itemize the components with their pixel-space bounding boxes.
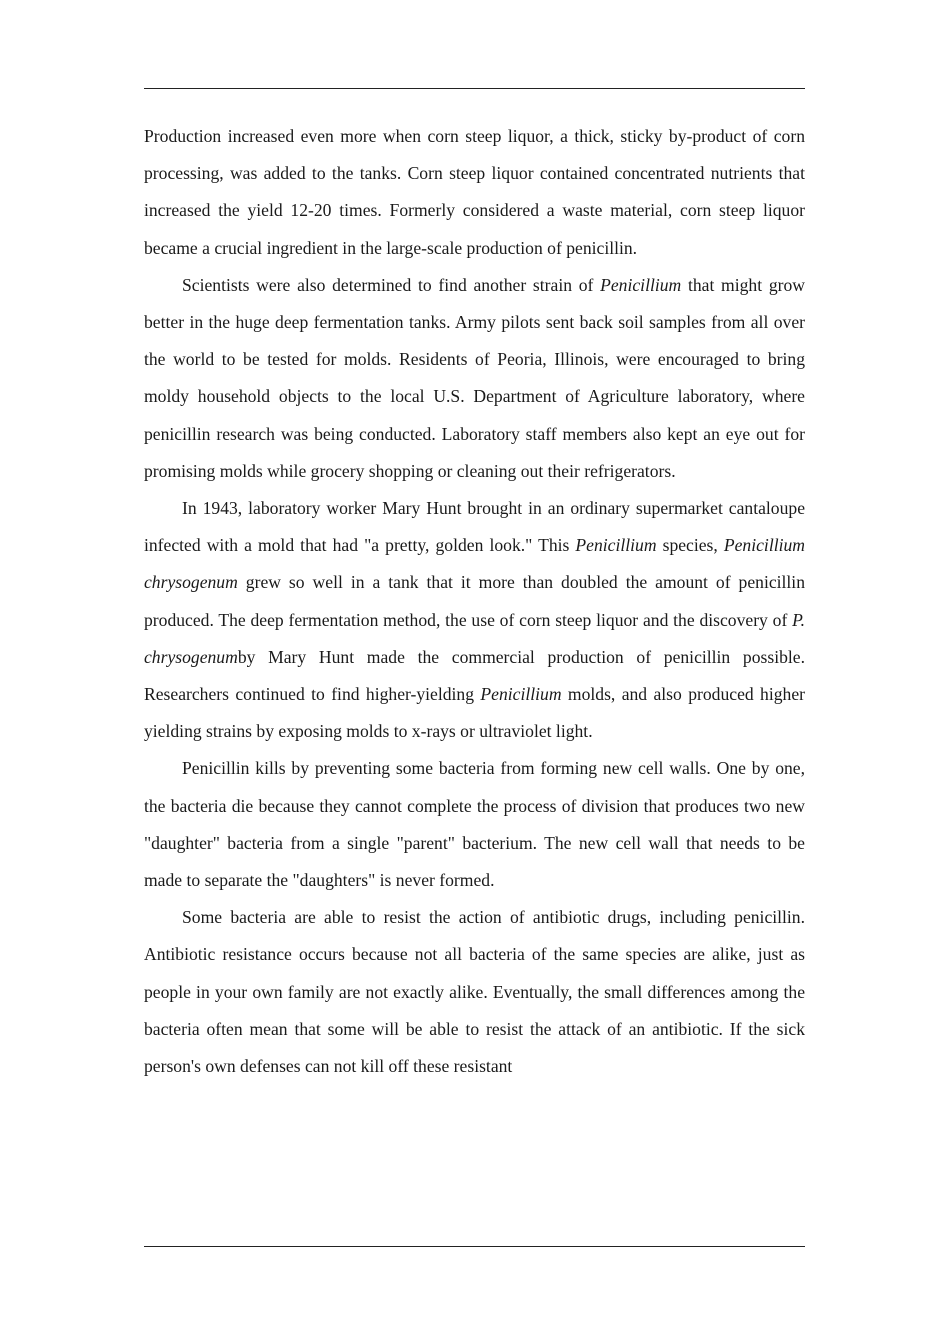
italic-run: P. chrysogenum (144, 609, 805, 667)
italic-run: Penicillium (575, 535, 657, 556)
paragraph (144, 267, 805, 490)
text-run: molds, and also produced higher yielding strains by exposing molds to x-rays or ultraviolet light. (144, 684, 806, 742)
text-run: that might grow better in the huge deep fermentation tanks. Army pilots sent back soil samples from all over the world to be tested for molds. Residents of Peoria, Illinois, were encouraged to bring moldy household objects to the local U.S. Department of Agriculture laboratory, where penicillin research was being conducted. Laboratory staff members also kept an eye out for promising molds while grocery shopping or cleaning out their refrigerators. (144, 274, 805, 481)
paragraph (144, 750, 805, 899)
paragraph (144, 899, 805, 1085)
header-rule (144, 88, 805, 89)
italic-run: Penicillium chrysogenum (144, 535, 805, 593)
document-body (144, 118, 805, 1085)
paragraph (144, 490, 805, 750)
text-run: species, (656, 535, 724, 556)
footer-rule (144, 1246, 805, 1247)
paragraph (144, 118, 805, 267)
text-run: by Mary Hunt made the commercial production of penicillin possible. Researchers continued to find higher-yielding (144, 646, 805, 705)
italic-run: Penicillium (600, 274, 682, 295)
text-run: In 1943, laboratory worker Mary Hunt brought in an ordinary supermarket cantaloupe infected with a mold that had "a pretty, golden look." This (144, 498, 805, 556)
text-run: Some bacteria are able to resist the action of antibiotic drugs, including penicillin. Antibiotic resistance occurs because not all bacteria of the same species are alike, just as people in your own family are not exactly alike. Eventually, the small differences among the bacteria often mean that some will be able to resist the attack of an antibiotic. If the sick person's own defenses can not kill off these resistant (144, 907, 805, 1077)
text-run: Penicillin kills by preventing some bacteria from forming new cell walls. One by one, the bacteria die because they cannot complete the process of division that produces two new "daughter" bacteria from a single "parent" bacterium. The new cell wall that needs to be made to separate the "daughters" is never formed. (144, 758, 805, 891)
italic-run: Penicillium (480, 684, 562, 705)
text-run: Scientists were also determined to find another strain of (182, 274, 601, 295)
text-run: grew so well in a tank that it more than doubled the amount of penicillin produced. The deep fermentation method, the use of corn steep liquor and the discovery of (144, 572, 805, 630)
text-run: Production increased even more when corn steep liquor, a thick, sticky by-product of corn processing, was added to the tanks. Corn steep liquor contained concentrated nutrients that increased the yield 12-20 times. Formerly considered a waste material, corn steep liquor became a crucial ingredient in the large-scale production of penicillin. (144, 126, 805, 258)
